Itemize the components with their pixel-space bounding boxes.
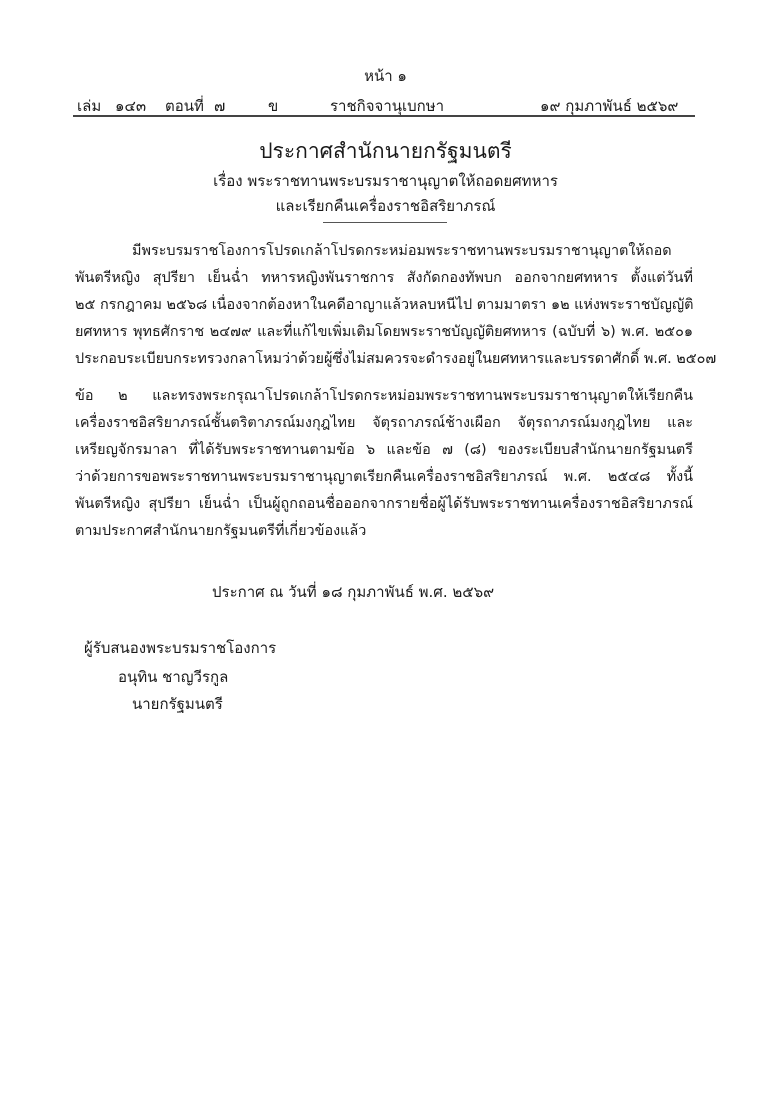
section-label: ตอนที่ xyxy=(165,97,204,115)
section-number: ๗ xyxy=(214,97,226,115)
body-line: พันตรีหญิง สุปรียา เย็นฉ่ำ ทหารหญิงพันราชการ สังกัดกองทัพบก ออกจากยศทหาร ตั้งแต่วันที่ xyxy=(75,270,693,286)
body-line: เหรียญจักรมาลา ที่ได้รับพระราชทานตามข้อ ๖ และข้อ ๗ (๘) ของระเบียบสำนักนายกรัฐมนตรี xyxy=(75,442,693,458)
body-line: ว่าด้วยการขอพระราชทานพระบรมราชานุญาตเรียกคืนเครื่องราชอิสริยาภรณ์ พ.ศ. ๒๕๔๘ ทั้งนี้ xyxy=(75,469,693,485)
subject-line-1: เรื่อง พระราชทานพระบรมราชานุญาตให้ถอดยศทหาร xyxy=(213,172,558,190)
section-type: ข xyxy=(268,97,279,115)
volume-label: เล่ม xyxy=(77,97,102,115)
gazette-date: ๑๙ กุมภาพันธ์ ๒๕๖๙ xyxy=(540,97,679,115)
body-line: ยศทหาร พุทธศักราช ๒๔๗๙ และที่แก้ไขเพิ่มเติมโดยพระราชบัญญัติยศทหาร (ฉบับที่ ๖) พ.ศ. ๒๕๐๑ xyxy=(75,324,693,340)
title-divider xyxy=(323,222,447,223)
body-line: ประกอบระเบียบกระทรวงกลาโหมว่าด้วยผู้ซึ่งไม่สมควรจะดำรงอยู่ในยศทหารและบรรดาศักดิ์ พ.ศ. ๒๕๐๗ xyxy=(75,351,717,367)
body-line: ตามประกาศสำนักนายกรัฐมนตรีที่เกี่ยวข้องแล้ว xyxy=(75,523,367,539)
body-line: ๒๕ กรกฎาคม ๒๕๖๘ เนื่องจากต้องหาในคดีอาญาแล้วหลบหนีไป ตามมาตรา ๑๒ แห่งพระราชบัญญัติ xyxy=(75,297,694,313)
announcement-date: ประกาศ ณ วันที่ ๑๘ กุมภาพันธ์ พ.ศ. ๒๕๖๙ xyxy=(212,583,495,601)
header-divider xyxy=(73,115,695,117)
volume-number: ๑๔๓ xyxy=(115,97,147,115)
countersign-label: ผู้รับสนองพระบรมราชโองการ xyxy=(84,639,277,657)
subject-line-2: และเรียกคืนเครื่องราชอิสริยาภรณ์ xyxy=(275,197,496,215)
document-title: ประกาศสำนักนายกรัฐมนตรี xyxy=(259,139,512,163)
body-line: มีพระบรมราชโองการโปรดเกล้าโปรดกระหม่อมพระราชทานพระบรมราชานุญาตให้ถอด xyxy=(132,243,672,259)
page-number: หน้า ๑ xyxy=(364,67,407,85)
body-line: เครื่องราชอิสริยาภรณ์ชั้นตริตาภรณ์มงกุฎไทย จัตุรถาภรณ์ช้างเผือก จัตุรถาภรณ์มงกุฎไทย และ xyxy=(75,415,693,431)
body-line: ข้อ ๒ และทรงพระกรุณาโปรดเกล้าโปรดกระหม่อมพระราชทานพระบรมราชานุญาตให้เรียกคืน xyxy=(75,388,693,404)
gazette-name: ราชกิจจานุเบกษา xyxy=(330,97,445,115)
signer-title: นายกรัฐมนตรี xyxy=(132,695,223,713)
signer-name: อนุทิน ชาญวีรกูล xyxy=(118,668,229,686)
body-line: พันตรีหญิง สุปรียา เย็นฉ่ำ เป็นผู้ถูกถอนชื่อออกจากรายชื่อผู้ได้รับพระราชทานเครื่องราชอิสริยาภรณ์ xyxy=(75,496,693,512)
